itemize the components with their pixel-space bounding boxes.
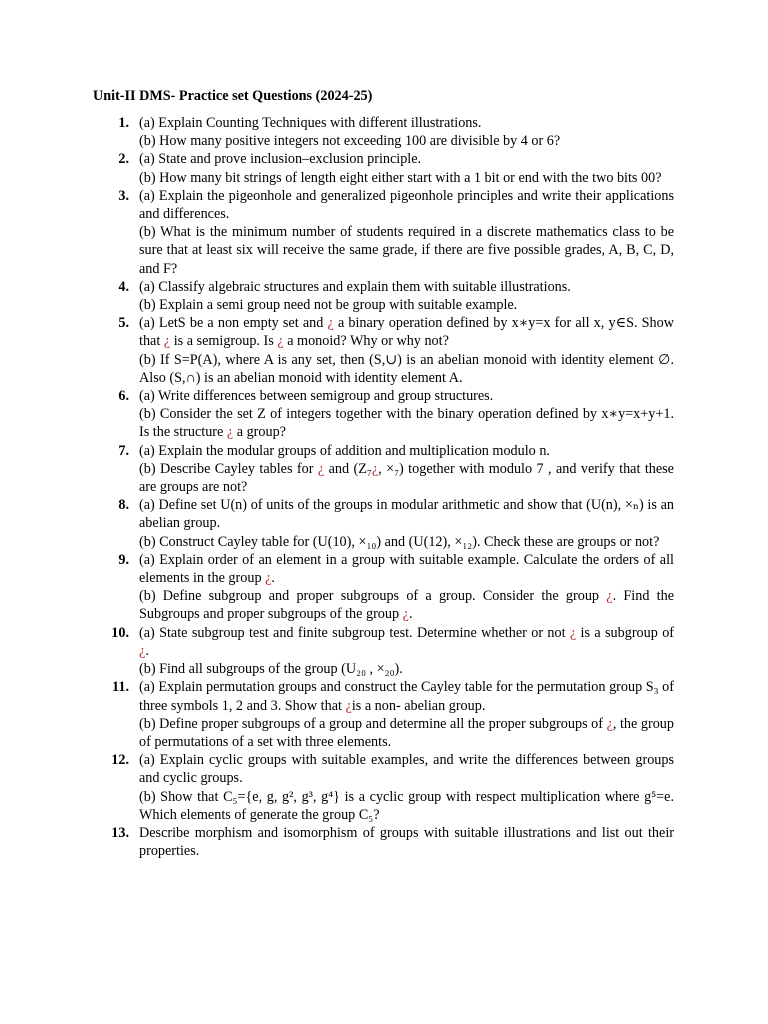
- question-12: [0, 751, 674, 824]
- missing-symbol-glyph: ¿: [402, 606, 409, 623]
- question-10: [0, 624, 674, 679]
- question-number: 13.: [111, 824, 129, 841]
- question-2: [0, 150, 674, 186]
- question-part: (a) Explain Counting Techniques with different illustrations.: [139, 115, 482, 131]
- missing-symbol-glyph: ¿: [317, 460, 325, 477]
- question-11: [0, 678, 674, 751]
- question-4: [0, 278, 674, 314]
- missing-symbol-glyph: ¿: [163, 333, 171, 350]
- question-number: 8.: [118, 497, 129, 514]
- missing-symbol-glyph: ¿: [277, 333, 284, 350]
- question-part: Describe morphism and isomorphism of groups with suitable illustrations and list out their properties.: [139, 824, 674, 860]
- question-number: 6.: [118, 388, 129, 405]
- question-part: (b) What is the minimum number of students required in a discrete mathematics class to be sure that at least six will receive the same grade, if there are five possible grades, A, B, C, D, and F?: [139, 224, 674, 277]
- question-part: (b) If S=P(A), where A is any set, then (S,∪) is an abelian monoid with identity element ∅. Also (S,∩) is an abelian monoid with identity element A.: [139, 351, 674, 386]
- question-part: (b) Define subgroup and proper subgroups of a group. Consider the group ¿. Find the Subgroups and proper subgroups of the group ¿.: [139, 588, 675, 623]
- question-part: (b) Consider the set Z of integers together with the binary operation defined by x∗y=x+y+1. Is the structure ¿ a group?: [139, 406, 674, 441]
- missing-symbol-glyph: ¿: [327, 315, 334, 332]
- question-part: (b) Describe Cayley tables for ¿ and (Z₇¿, ×₇) together with modulo 7 , and verify that these are groups are not?: [139, 460, 674, 496]
- question-part: (a) Explain the pigeonhole and generalized pigeonhole principles and write their applications and differences.: [139, 187, 674, 223]
- question-number: 1.: [118, 115, 129, 131]
- missing-symbol-glyph: ¿: [371, 460, 379, 477]
- question-6: [0, 387, 674, 442]
- question-8: [0, 496, 674, 551]
- question-part: (b) Show that C₅={e, g, g², g³, g⁴} is a cyclic group with respect multiplication where g⁵=e. Which elements of generate the group C₅?: [139, 788, 674, 823]
- question-number: 2.: [118, 151, 129, 168]
- page-title: Unit-II DMS- Practice set Questions (2024-25): [93, 88, 373, 104]
- question-number: 5.: [118, 315, 129, 332]
- missing-symbol-glyph: ¿: [265, 570, 272, 587]
- missing-symbol-glyph: ¿: [569, 624, 577, 641]
- question-part: (a) Classify algebraic structures and explain them with suitable illustrations.: [139, 278, 571, 295]
- question-part: (b) Explain a semi group need not be group with suitable example.: [139, 297, 518, 314]
- question-part: (b) Construct Cayley table for (U(10), ×₁₀) and (U(12), ×₁₂). Check these are groups or not?: [139, 533, 660, 550]
- question-number: 11.: [112, 679, 129, 696]
- question-number: 12.: [111, 752, 129, 769]
- missing-symbol-glyph: ¿: [606, 588, 613, 605]
- question-part: (a) Explain order of an element in a group with suitable example. Calculate the orders of all elements in the group ¿.: [139, 551, 674, 587]
- question-9: [0, 551, 674, 624]
- question-number: 3.: [118, 187, 129, 204]
- missing-symbol-glyph: ¿: [345, 697, 352, 714]
- question-13: [0, 824, 674, 860]
- missing-symbol-glyph: ¿: [139, 642, 146, 659]
- question-7: [0, 442, 674, 497]
- question-part: (b) Find all subgroups of the group (U₂₀ , ×₂₀).: [139, 661, 403, 678]
- question-part: (a) Explain the modular groups of addition and multiplication modulo n.: [139, 442, 550, 459]
- question-part: (b) Define proper subgroups of a group and determine all the proper subgroups of ¿, the group of permutations of a set with three elements.: [139, 715, 674, 750]
- question-part: (b) How many positive integers not exceeding 100 are divisible by 4 or 6?: [139, 133, 561, 150]
- question-part: (a) Explain permutation groups and construct the Cayley table for the permutation group S₃ of three symbols 1, 2 and 3. Show that ¿is a non- abelian group.: [139, 679, 674, 714]
- question-part: (a) Write differences between semigroup and group structures.: [139, 388, 494, 405]
- question-part: (a) Explain cyclic groups with suitable examples, and write the differences between groups and cyclic groups.: [139, 752, 674, 787]
- question-1: [0, 114, 674, 150]
- question-number: 4.: [118, 278, 129, 295]
- question-3: [0, 187, 674, 278]
- question-list: [0, 114, 768, 860]
- question-part: (a) LetS be a non empty set and ¿ a binary operation defined by x∗y=x for all x, y∈S. Show that ¿ is a semigroup. Is ¿ a monoid? Why or why not?: [139, 315, 674, 350]
- question-part: (a) State subgroup test and finite subgroup test. Determine whether or not ¿ is a subgroup of ¿.: [139, 624, 675, 659]
- missing-symbol-glyph: ¿: [226, 424, 234, 441]
- question-number: 10.: [111, 624, 129, 641]
- question-5: [0, 314, 674, 387]
- question-part: (a) Define set U(n) of units of the groups in modular arithmetic and show that (U(n), ×ₙ) is an abelian group.: [139, 497, 674, 532]
- question-number: 7.: [118, 442, 129, 459]
- question-part: (a) State and prove inclusion–exclusion principle.: [139, 151, 422, 168]
- missing-symbol-glyph: ¿: [606, 715, 613, 732]
- question-part: (b) How many bit strings of length eight either start with a 1 bit or end with the two bits 00?: [139, 169, 662, 186]
- question-number: 9.: [118, 551, 129, 568]
